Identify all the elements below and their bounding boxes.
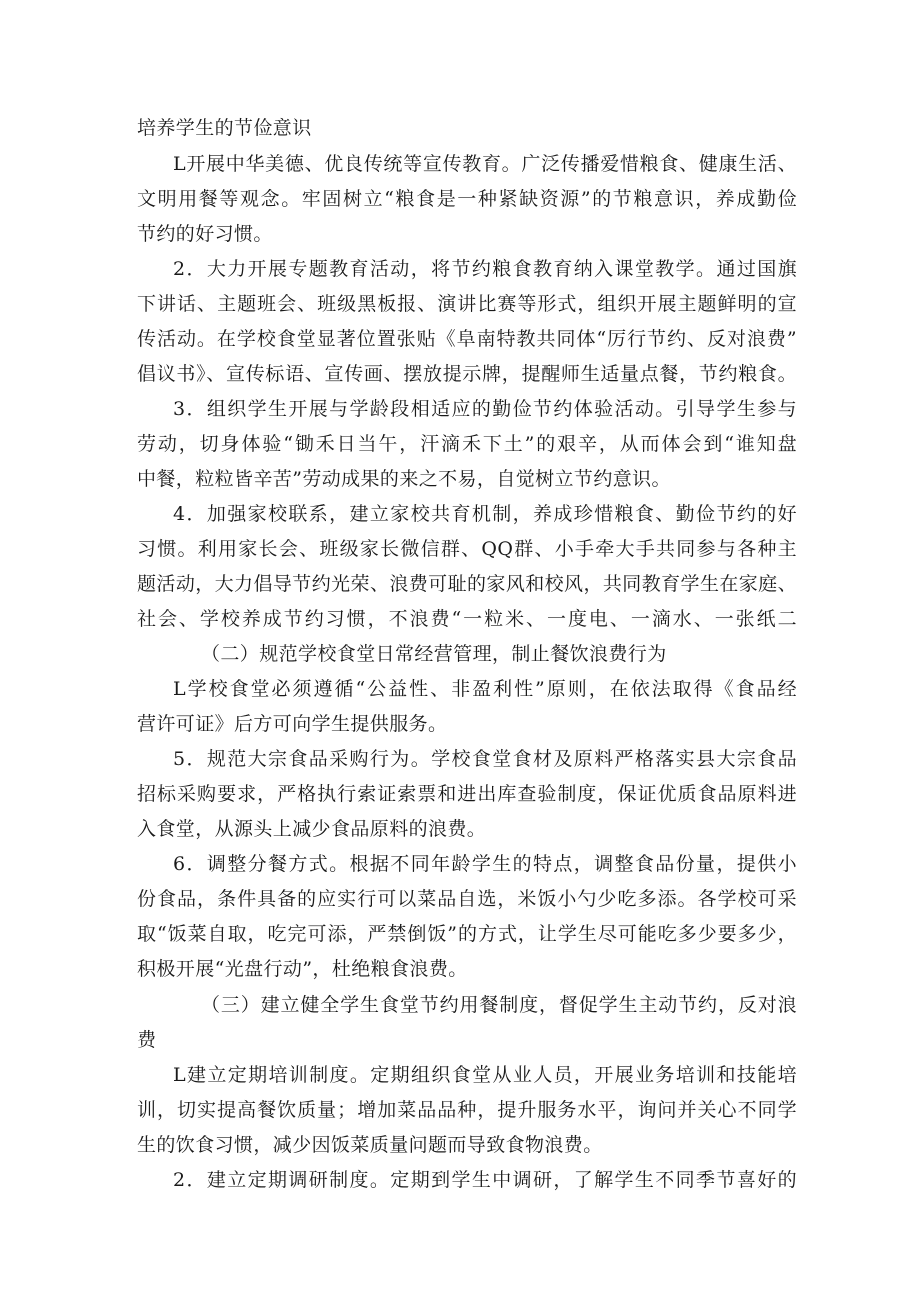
paragraph-line: 社会、学校养成节约习惯，不浪费“一粒米、一度电、一滴水、一张纸二: [137, 608, 797, 630]
paragraph-line: 份食品，条件具备的应实行可以菜品自选，米饭小勺少吃多添。各学校可采: [137, 888, 797, 910]
paragraph-line: 6．调整分餐方式。根据不同年龄学生的特点，调整食品份量，提供小: [173, 853, 797, 875]
paragraph-line: L学校食堂必须遵循“公益性、非盈利性”原则，在依法取得《食品经: [173, 678, 797, 700]
paragraph-line: 题活动，大力倡导节约光荣、浪费可耻的家风和校风，共同教育学生在家庭、: [137, 573, 797, 595]
paragraph-line: 习惯。利用家长会、班级家长微信群、QQ群、小手牵大手共同参与各种主: [137, 538, 797, 560]
paragraph-line: L建立定期培训制度。定期组织食堂从业人员，开展业务培训和技能培: [173, 1064, 797, 1086]
section-heading-dining-system: （三）建立健全学生食堂节约用餐制度，督促学生主动节约，反对浪: [201, 994, 797, 1016]
paragraph-line: 2．建立定期调研制度。定期到学生中调研，了解学生不同季节喜好的: [173, 1169, 797, 1191]
paragraph-line: 中餐，粒粒皆辛苦”劳动成果的来之不易，自觉树立节约意识。: [137, 468, 671, 490]
paragraph-line: 5．规范大宗食品采购行为。学校食堂食材及原料严格落实县大宗食品: [173, 748, 797, 770]
paragraph-line: 劳动，切身体验“锄禾日当午，汗滴禾下土”的艰辛，从而体会到“谁知盘: [137, 433, 797, 455]
paragraph-line: 取“饭菜自取，吃完可添，严禁倒饭”的方式，让学生尽可能吃多少要多少，: [137, 923, 797, 945]
paragraph-line: 下讲话、主题班会、班级黑板报、演讲比赛等形式，组织开展主题鲜明的宣: [137, 293, 797, 315]
paragraph-line: 3．组织学生开展与学龄段相适应的勤俭节约体验活动。引导学生参与: [173, 398, 797, 420]
section-heading-continuation: 费: [137, 1029, 157, 1051]
paragraph-line: 4．加强家校联系，建立家校共育机制，养成珍惜粮食、勤俭节约的好: [173, 503, 797, 525]
paragraph-line: 传活动。在学校食堂显著位置张贴《阜南特教共同体“厉行节约、反对浪费”: [137, 328, 797, 350]
paragraph-line: 节约的好习惯。: [137, 223, 273, 245]
paragraph-line: 积极开展“光盘行动”，杜绝粮食浪费。: [137, 958, 468, 980]
section-heading-canteen: （二）规范学校食堂日常经营管理，制止餐饮浪费行为: [201, 643, 667, 665]
section-heading-thrift: 培养学生的节俭意识: [137, 117, 312, 139]
paragraph-line: 入食堂，从源头上减少食品原料的浪费。: [137, 818, 487, 840]
paragraph-line: 生的饮食习惯，减少因饭菜质量问题而导致食物浪费。: [137, 1134, 603, 1156]
paragraph-line: L开展中华美德、优良传统等宣传教育。广泛传播爱惜粮食、健康生活、: [173, 153, 797, 175]
paragraph-line: 倡议书》、宣传标语、宣传画、摆放提示牌，提醒师生适量点餐，节约粮食。: [137, 363, 797, 385]
paragraph-line: 训，切实提高餐饮质量；增加菜品品种，提升服务水平，询问并关心不同学: [137, 1099, 797, 1121]
paragraph-line: 招标采购要求，严格执行索证索票和进出库查验制度，保证优质食品原料进: [137, 783, 797, 805]
paragraph-line: 营许可证》后方可向学生提供服务。: [137, 713, 448, 735]
paragraph-line: 2．大力开展专题教育活动，将节约粮食教育纳入课堂教学。通过国旗: [173, 258, 797, 280]
paragraph-line: 文明用餐等观念。牢固树立“粮食是一种紧缺资源”的节粮意识，养成勤俭: [137, 188, 797, 210]
